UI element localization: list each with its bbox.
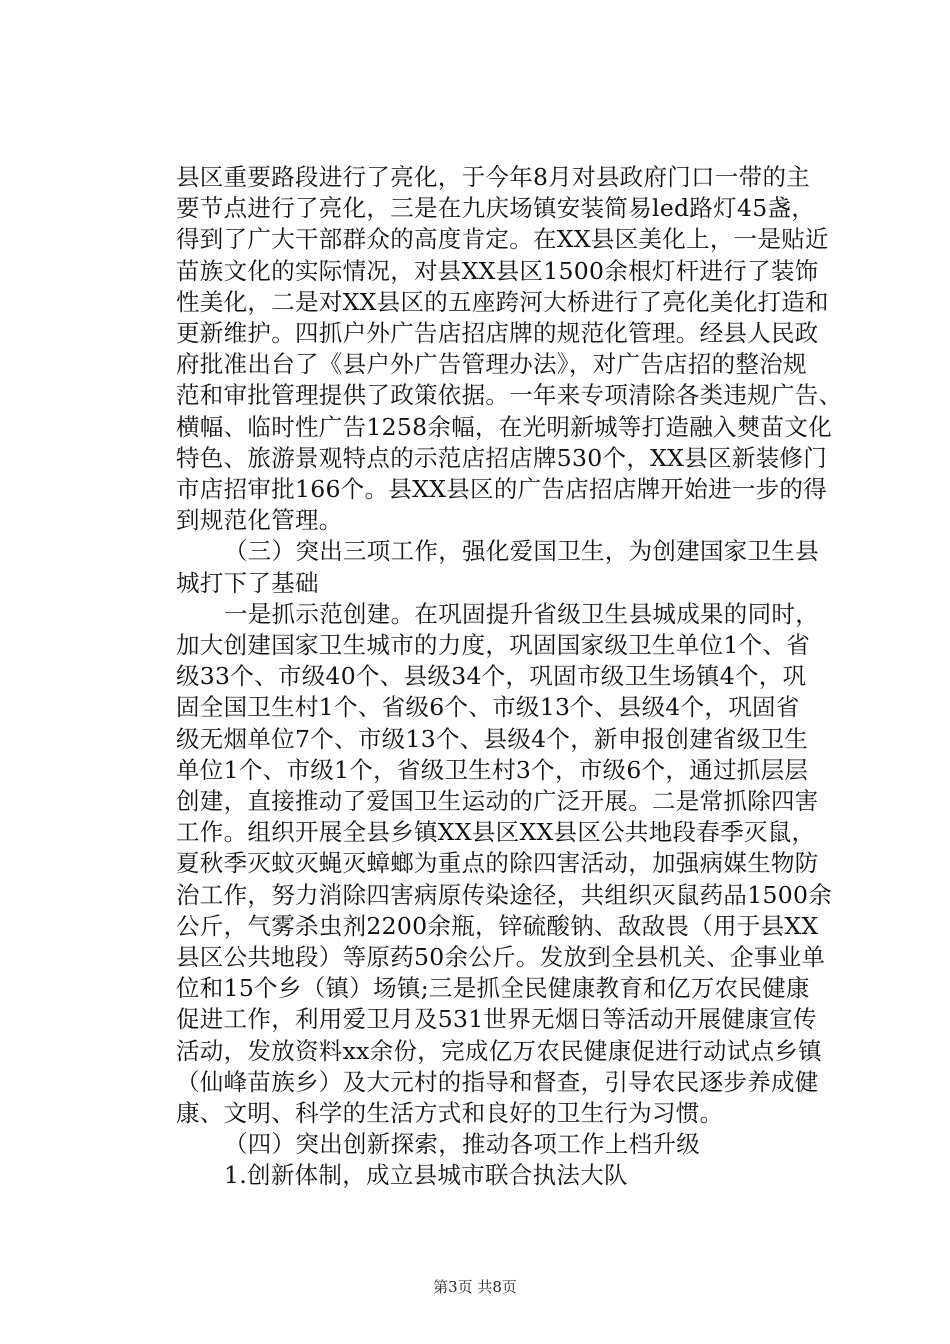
text-line: 苗族文化的实际情况，对县XX县区1500余根灯杆进行了装饰 — [176, 256, 819, 285]
text-line: 级33个、市级40个、县级34个，巩固市级卫生场镇4个，巩 — [176, 662, 807, 691]
text-line: 创建，直接推动了爱国卫生运动的广泛开展。二是常抓除四害 — [176, 787, 819, 815]
text-line: 范和审批管理提供了政策依据。一年来专项清除各类违规广告、 — [176, 381, 843, 410]
text-line: 得到了广大干部群众的高度肯定。在XX县区美化上，一是贴近 — [176, 225, 829, 254]
text-line: （四）突出创新探索，推动各项工作上档升级 — [224, 1130, 700, 1159]
text-line: 治工作，努力消除四害病原传染途径，共组织灭鼠药品1500余 — [176, 880, 833, 909]
text-line: 活动，发放资料xx余份，完成亿万农民健康促进行动试点乡镇 — [176, 1036, 822, 1065]
text-line: 一是抓示范创建。在巩固提升省级卫生县城成果的同时， — [224, 599, 819, 628]
text-line: （三）突出三项工作，强化爱国卫生，为创建国家卫生县 — [224, 537, 819, 566]
text-line: 县区公共地段）等原药50余公斤。发放到全县机关、企事业单 — [176, 943, 826, 971]
text-line: 城打下了基础 — [176, 568, 319, 597]
text-line: 特色、旅游景观特点的示范店招店牌530个，XX县区新装修门 — [176, 443, 828, 472]
text-line: 1.创新体制，成立县城市联合执法大队 — [224, 1161, 628, 1190]
text-line: 夏秋季灭蚊灭蝇灭蟑螂为重点的除四害活动，加强病媒生物防 — [176, 849, 819, 878]
text-line: 县区重要路段进行了亮化，于今年8月对县政府门口一带的主 — [176, 163, 811, 191]
text-line: 级无烟单位7个、市级13个、县级4个，新申报创建省级卫生 — [176, 724, 809, 753]
text-line: （仙峰苗族乡）及大元村的指导和督查，引导农民逐步养成健 — [176, 1067, 819, 1096]
text-line: 公斤，气雾杀虫剂2200余瓶，锌硫酸钠、敌敌畏（用于县XX — [176, 911, 819, 940]
text-line: 市店招审批166个。县XX县区的广告店招店牌开始进一步的得 — [176, 475, 828, 503]
text-line: 单位1个、市级1个，省级卫生村3个，市级6个，通过抓层层 — [176, 755, 809, 784]
text-line: 横幅、临时性广告1258余幅，在光明新城等打造融入僰苗文化 — [176, 412, 833, 441]
text-line: 到规范化管理。 — [176, 506, 343, 535]
text-line: 固全国卫生村1个、省级6个、市级13个、县级4个，巩固省 — [176, 693, 800, 722]
text-line: 促进工作，利用爱卫月及531世界无烟日等活动开展健康宣传 — [176, 1005, 817, 1034]
page-footer: 第3页 共8页 — [433, 1278, 517, 1296]
text-line: 更新维护。四抓户外广告店招店牌的规范化管理。经县人民政 — [176, 319, 819, 347]
text-line: 工作。组织开展全县乡镇XX县区XX县区公共地段春季灭鼠， — [176, 818, 816, 847]
text-line: 府批准出台了《县户外广告管理办法》，对广告店招的整治规 — [176, 350, 807, 379]
text-line: 加大创建国家卫生城市的力度，巩固国家级卫生单位1个、省 — [176, 631, 811, 659]
text-line: 康、文明、科学的生活方式和良好的卫生行为习惯。 — [176, 1099, 724, 1127]
text-line: 位和15个乡（镇）场镇;三是抓全民健康教育和亿万农民健康 — [176, 974, 810, 1003]
text-line: 要节点进行了亮化，三是在九庆场镇安装简易led路灯45盏， — [176, 194, 816, 223]
text-line: 性美化，二是对XX县区的五座跨河大桥进行了亮化美化打造和 — [176, 287, 829, 316]
